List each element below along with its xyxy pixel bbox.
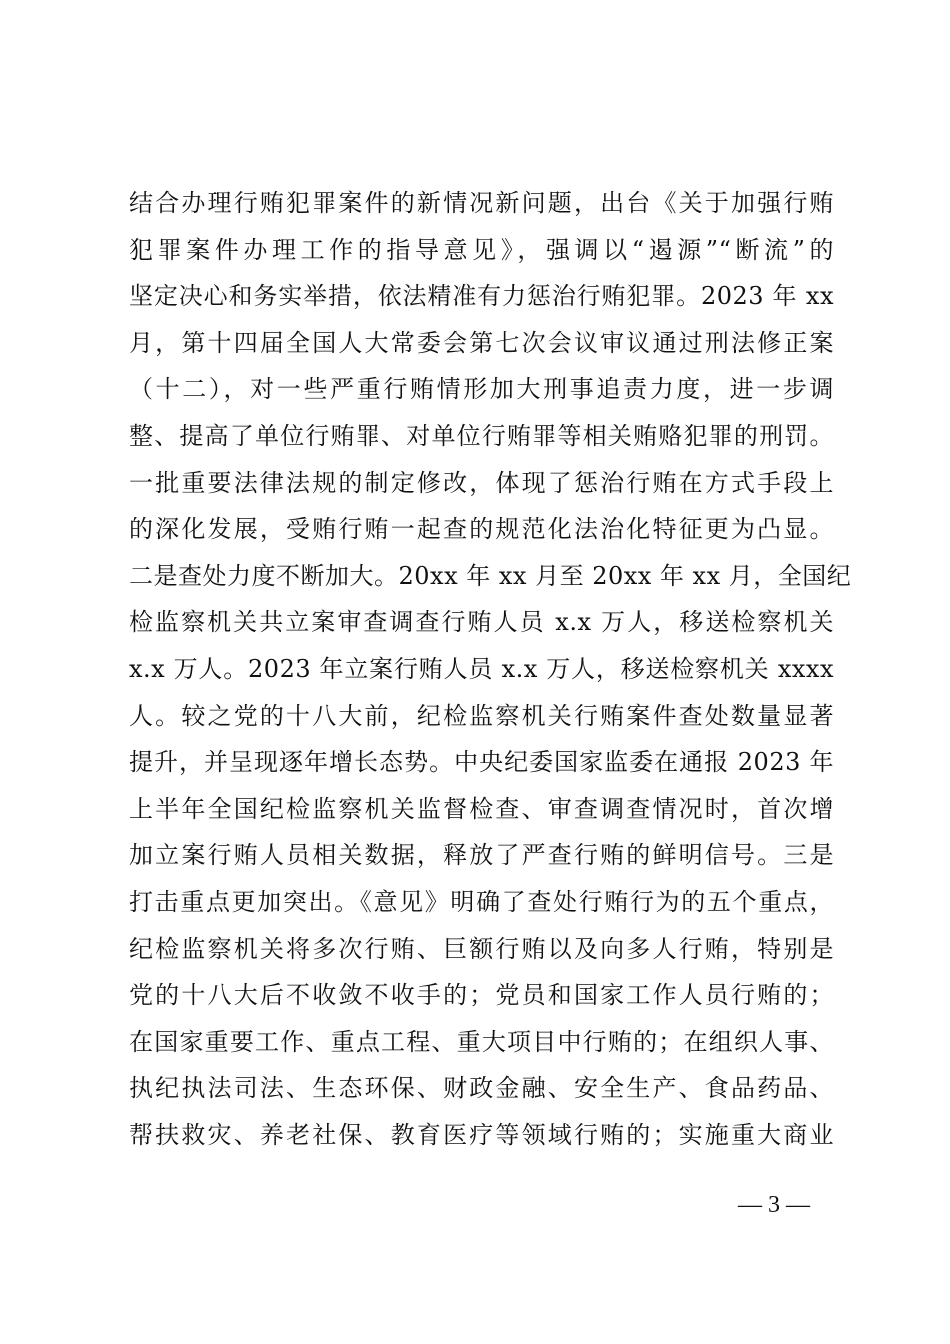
text-line-11: x.x 万人。2023 年立案行贿人员 x.x 万人，移送检察机关 xxxx: [129, 654, 834, 683]
text-line-13: 提升，并呈现逐年增长态势。中央纪委国家监委在通报 2023 年: [129, 748, 834, 777]
text-line-4: 月，第十四届全国人大常委会第七次会议审议通过刑法修正案: [129, 328, 834, 357]
text-line-21: 帮扶救灾、养老社保、教育医疗等领域行贿的；实施重大商业: [129, 1120, 834, 1149]
text-line-7: 一批重要法律法规的制定修改，体现了惩治行贿在方式手段上: [129, 468, 834, 497]
text-line-14: 上半年全国纪检监察机关监督检查、审查调查情况时，首次增: [129, 794, 834, 823]
text-line-1: 结合办理行贿犯罪案件的新情况新问题，出台《关于加强行贿: [129, 189, 834, 217]
text-line-6: 整、提高了单位行贿罪、对单位行贿罪等相关贿赂犯罪的刑罚。: [129, 421, 834, 450]
text-line-17: 纪检监察机关将多次行贿、巨额行贿以及向多人行贿，特别是: [129, 934, 834, 963]
text-line-3: 坚定决心和务实举措，依法精准有力惩治行贿犯罪。2023 年 xx: [129, 282, 834, 311]
text-line-8: 的深化发展，受贿行贿一起查的规范化法治化特征更为凸显。: [129, 515, 834, 544]
text-line-5: （十二），对一些严重行贿情形加大刑事追责力度，进一步调: [129, 375, 834, 404]
text-line-2: 犯罪案件办理工作的指导意见》，强调以“遏源”“断流”的: [129, 235, 834, 264]
text-line-16: 打击重点更加突出。《意见》明确了查处行贿行为的五个重点，: [129, 887, 834, 916]
text-line-15: 加立案行贿人员相关数据，释放了严查行贿的鲜明信号。三是: [129, 841, 834, 870]
page-number: — 3 —: [738, 1192, 810, 1218]
text-line-10: 检监察机关共立案审查调查行贿人员 x.x 万人，移送检察机关: [129, 608, 834, 637]
text-line-18: 党的十八大后不收敛不收手的；党员和国家工作人员行贿的；: [129, 981, 834, 1010]
body-paragraph: [129, 180, 852, 1158]
text-line-20: 执纪执法司法、生态环保、财政金融、安全生产、食品药品、: [129, 1074, 834, 1103]
text-line-12: 人。较之党的十八大前，纪检监察机关行贿案件查处数量显著: [129, 701, 834, 730]
text-line-19: 在国家重要工作、重点工程、重大项目中行贿的；在组织人事、: [129, 1027, 834, 1056]
text-line-9: 二是查处力度不断加大。20xx 年 xx 月至 20xx 年 xx 月，全国纪: [129, 561, 852, 590]
